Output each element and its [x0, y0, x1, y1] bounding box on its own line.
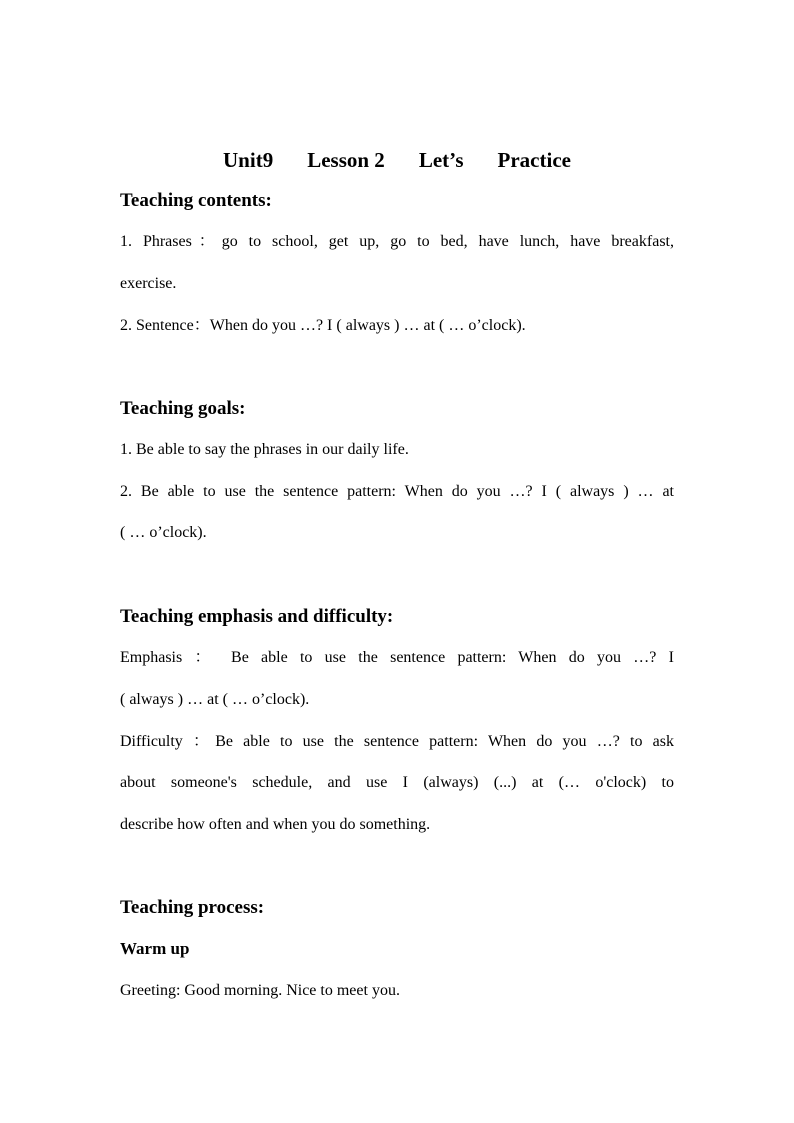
title-lets: Let’s [418, 148, 464, 172]
contents-line-3: 2. Sentence：When do you …? I ( always ) … at ( … o’clock). [120, 317, 526, 334]
process-heading: Teaching process: [120, 897, 265, 918]
difficulty-line-1: Difficulty ：Be able to use the sentence pattern: When do you …? to ask [120, 733, 674, 750]
title-lesson: Lesson 2 [307, 148, 385, 172]
contents-line-1: 1. Phrases：go to school, get up, go to bed, have lunch, have breakfast, [120, 233, 674, 250]
warm-up-subheading: Warm up [120, 939, 190, 958]
contents-line-2: exercise. [120, 275, 177, 292]
goals-line-2: 2. Be able to use the sentence pattern: When do you …? I ( always ) … at [120, 483, 674, 500]
greeting-line: Greeting: Good morning. Nice to meet you. [120, 982, 400, 999]
page-title [120, 146, 674, 174]
goals-heading: Teaching goals: [120, 398, 246, 419]
emphasis-line-2: ( always ) … at ( … o’clock). [120, 691, 310, 708]
difficulty-line-3: describe how often and when you do something. [120, 816, 431, 833]
title-practice: Practice [497, 148, 571, 172]
goals-line-1: 1. Be able to say the phrases in our daily life. [120, 441, 409, 458]
difficulty-line-2: about someone's schedule, and use I (always) (...) at (… o'clock) to [120, 774, 674, 791]
emphasis-line-1: Emphasis ： Be able to use the sentence pattern: When do you …? I [120, 649, 674, 666]
title-unit: Unit9 [223, 148, 274, 172]
goals-line-3: ( … o’clock). [120, 524, 207, 541]
emphasis-heading: Teaching emphasis and difficulty: [120, 606, 394, 627]
contents-heading: Teaching contents: [120, 190, 272, 211]
